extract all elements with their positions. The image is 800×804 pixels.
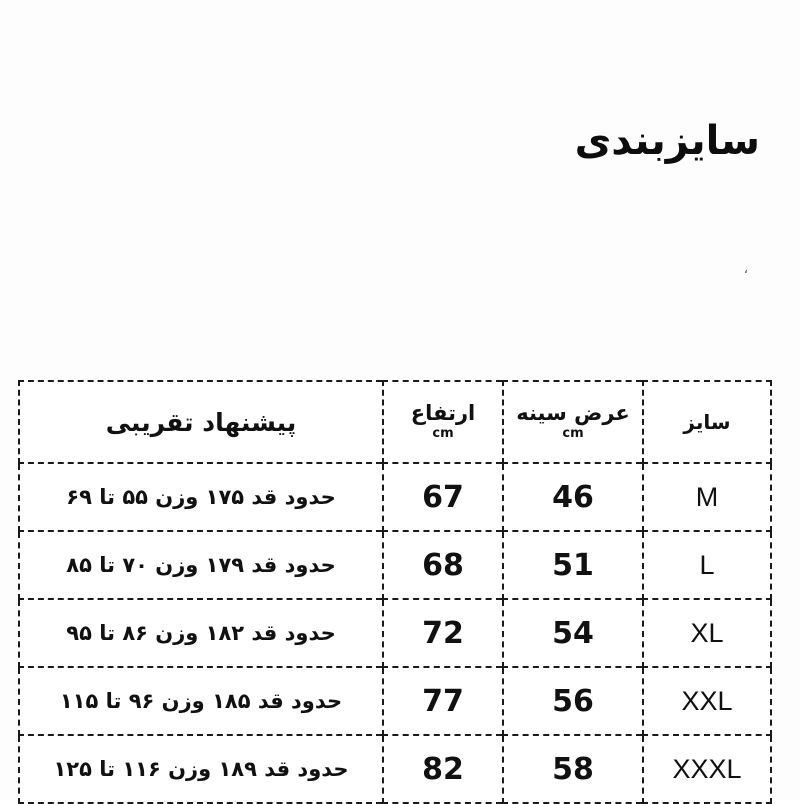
table-row — [19, 735, 771, 803]
table-body — [19, 463, 771, 803]
page-title: سایزبندی — [574, 118, 760, 164]
column-header-chest — [503, 381, 643, 463]
table-row — [19, 667, 771, 735]
cell-note: حدود قد ۱۸۲ وزن ۸۶ تا ۹۵ — [19, 599, 383, 667]
cell-size: XXL — [643, 667, 771, 735]
column-header-size-label: سایز — [683, 410, 731, 434]
table-row — [19, 599, 771, 667]
cell-size: XXXL — [643, 735, 771, 803]
cell-size: M — [643, 463, 771, 531]
cell-chest: 58 — [503, 735, 643, 803]
cell-size: L — [643, 531, 771, 599]
cell-chest: 51 — [503, 531, 643, 599]
column-header-chest-unit: cm — [562, 426, 584, 442]
size-table-container — [28, 380, 772, 804]
cell-note: حدود قد ۱۷۵ وزن ۵۵ تا ۶۹ — [19, 463, 383, 531]
cell-note: حدود قد ۱۷۹ وزن ۷۰ تا ۸۵ — [19, 531, 383, 599]
column-header-note-label: پیشنهاد تقریبی — [105, 407, 297, 437]
column-header-height-stack — [384, 402, 502, 442]
column-header-chest-stack — [504, 402, 642, 442]
cell-height: 77 — [383, 667, 503, 735]
size-table — [18, 380, 772, 804]
cell-chest: 56 — [503, 667, 643, 735]
cell-size: XL — [643, 599, 771, 667]
cell-height: 82 — [383, 735, 503, 803]
cell-chest: 46 — [503, 463, 643, 531]
column-header-height-label: ارتفاع — [410, 400, 476, 425]
cell-height: 68 — [383, 531, 503, 599]
table-row — [19, 463, 771, 531]
cell-height: 72 — [383, 599, 503, 667]
cell-height: 67 — [383, 463, 503, 531]
column-header-size — [643, 381, 771, 463]
column-header-height-unit: cm — [432, 426, 454, 442]
cell-note: حدود قد ۱۸۹ وزن ۱۱۶ تا ۱۲۵ — [19, 735, 383, 803]
column-header-note — [19, 381, 383, 463]
stray-mark: ، — [743, 262, 748, 277]
cell-chest: 54 — [503, 599, 643, 667]
column-header-height — [383, 381, 503, 463]
table-header-row — [19, 381, 771, 463]
column-header-chest-label: عرض سینه — [516, 400, 630, 425]
table-header — [19, 381, 771, 463]
cell-note: حدود قد ۱۸۵ وزن ۹۶ تا ۱۱۵ — [19, 667, 383, 735]
table-row — [19, 531, 771, 599]
